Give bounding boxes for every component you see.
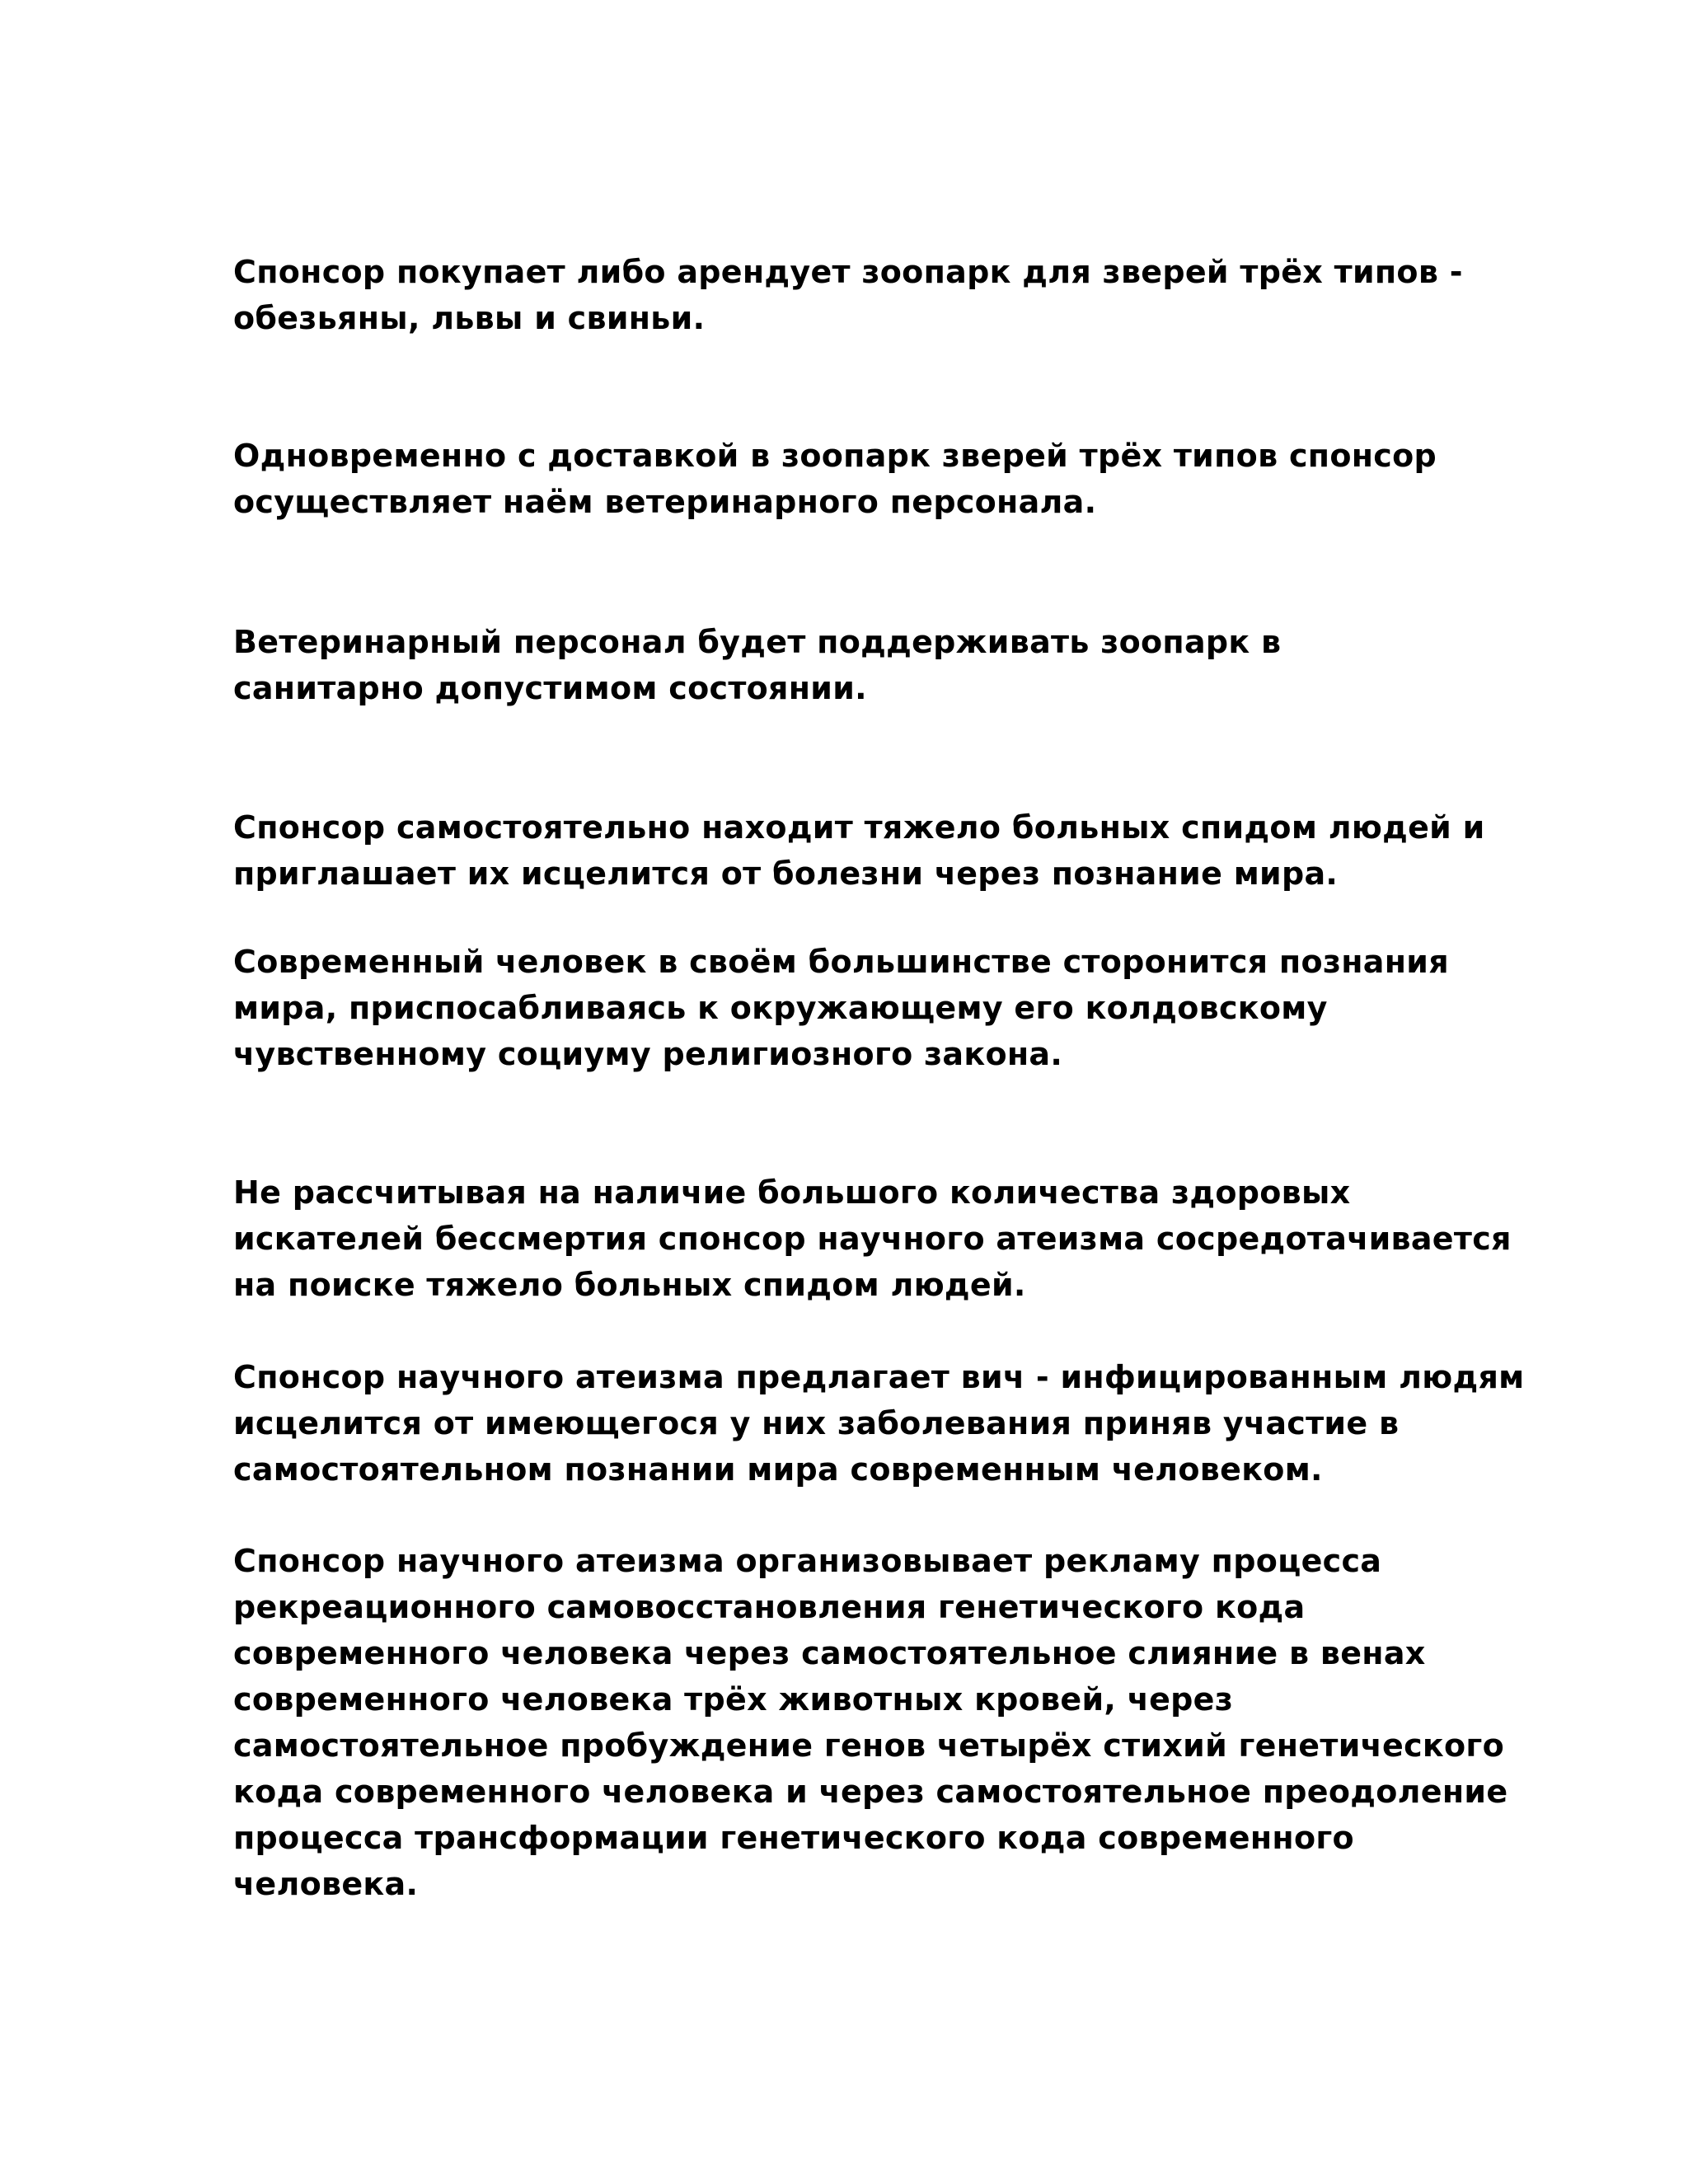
- text-line: процесса трансформации генетического кода современного: [233, 1820, 1354, 1856]
- text-line: рекреационного самовосстановления генетического кода: [233, 1589, 1306, 1625]
- paragraph-sponsor-search: [233, 804, 1568, 897]
- text-line: Спонсор научного атеизма организовывает рекламу процесса: [233, 1543, 1382, 1579]
- text-line: мира, приспосабливаясь к окружающему его колдовскому: [233, 990, 1328, 1026]
- text-line: самостоятельном познании мира современным человеком.: [233, 1451, 1323, 1488]
- text-line: Спонсор покупает либо арендует зоопарк для зверей трёх типов -: [233, 254, 1463, 290]
- paragraph-zoo-purchase: [233, 249, 1568, 341]
- text-line: Ветеринарный персонал будет поддерживать зоопарк в: [233, 624, 1282, 660]
- text-line: на поиске тяжело больных спидом людей.: [233, 1267, 1026, 1303]
- text-line: приглашает их исцелится от болезни через познание мира.: [233, 855, 1339, 892]
- text-line: исцелится от имеющегося у них заболевания приняв участие в: [233, 1405, 1400, 1441]
- text-line: санитарно допустимом состоянии.: [233, 670, 867, 706]
- text-line: современного человека трёх животных кровей, через: [233, 1681, 1234, 1718]
- text-line: Одновременно с доставкой в зоопарк зверей трёх типов спонсор: [233, 438, 1437, 474]
- paragraph-advertising: [233, 1538, 1568, 1907]
- text-line: Спонсор научного атеизма предлагает вич - инфицированным людям: [233, 1359, 1525, 1395]
- text-line: современного человека через самостоятельное слияние в венах: [233, 1635, 1426, 1671]
- paragraph-seekers: [233, 1169, 1568, 1308]
- text-line: человека.: [233, 1866, 419, 1902]
- text-line: самостоятельное пробуждение генов четырёх стихий генетического: [233, 1727, 1504, 1764]
- text-line: осуществляет наём ветеринарного персонала.: [233, 484, 1097, 520]
- text-line: Современный человек в своём большинстве сторонится познания: [233, 944, 1449, 980]
- text-line: Не рассчитывая на наличие большого количества здоровых: [233, 1174, 1351, 1211]
- text-line: кода современного человека и через самостоятельное преодоление: [233, 1774, 1508, 1810]
- paragraph-offer: [233, 1354, 1568, 1493]
- paragraph-vet-maintenance: [233, 619, 1568, 711]
- paragraph-vet-hiring: [233, 433, 1568, 525]
- paragraph-modern-human: [233, 939, 1568, 1077]
- text-line: Спонсор самостоятельно находит тяжело больных спидом людей и: [233, 809, 1485, 846]
- text-line: искателей бессмертия спонсор научного атеизма сосредотачивается: [233, 1221, 1512, 1257]
- text-line: обезьяны, львы и свиньи.: [233, 300, 706, 336]
- text-line: чувственному социуму религиозного закона.: [233, 1036, 1063, 1072]
